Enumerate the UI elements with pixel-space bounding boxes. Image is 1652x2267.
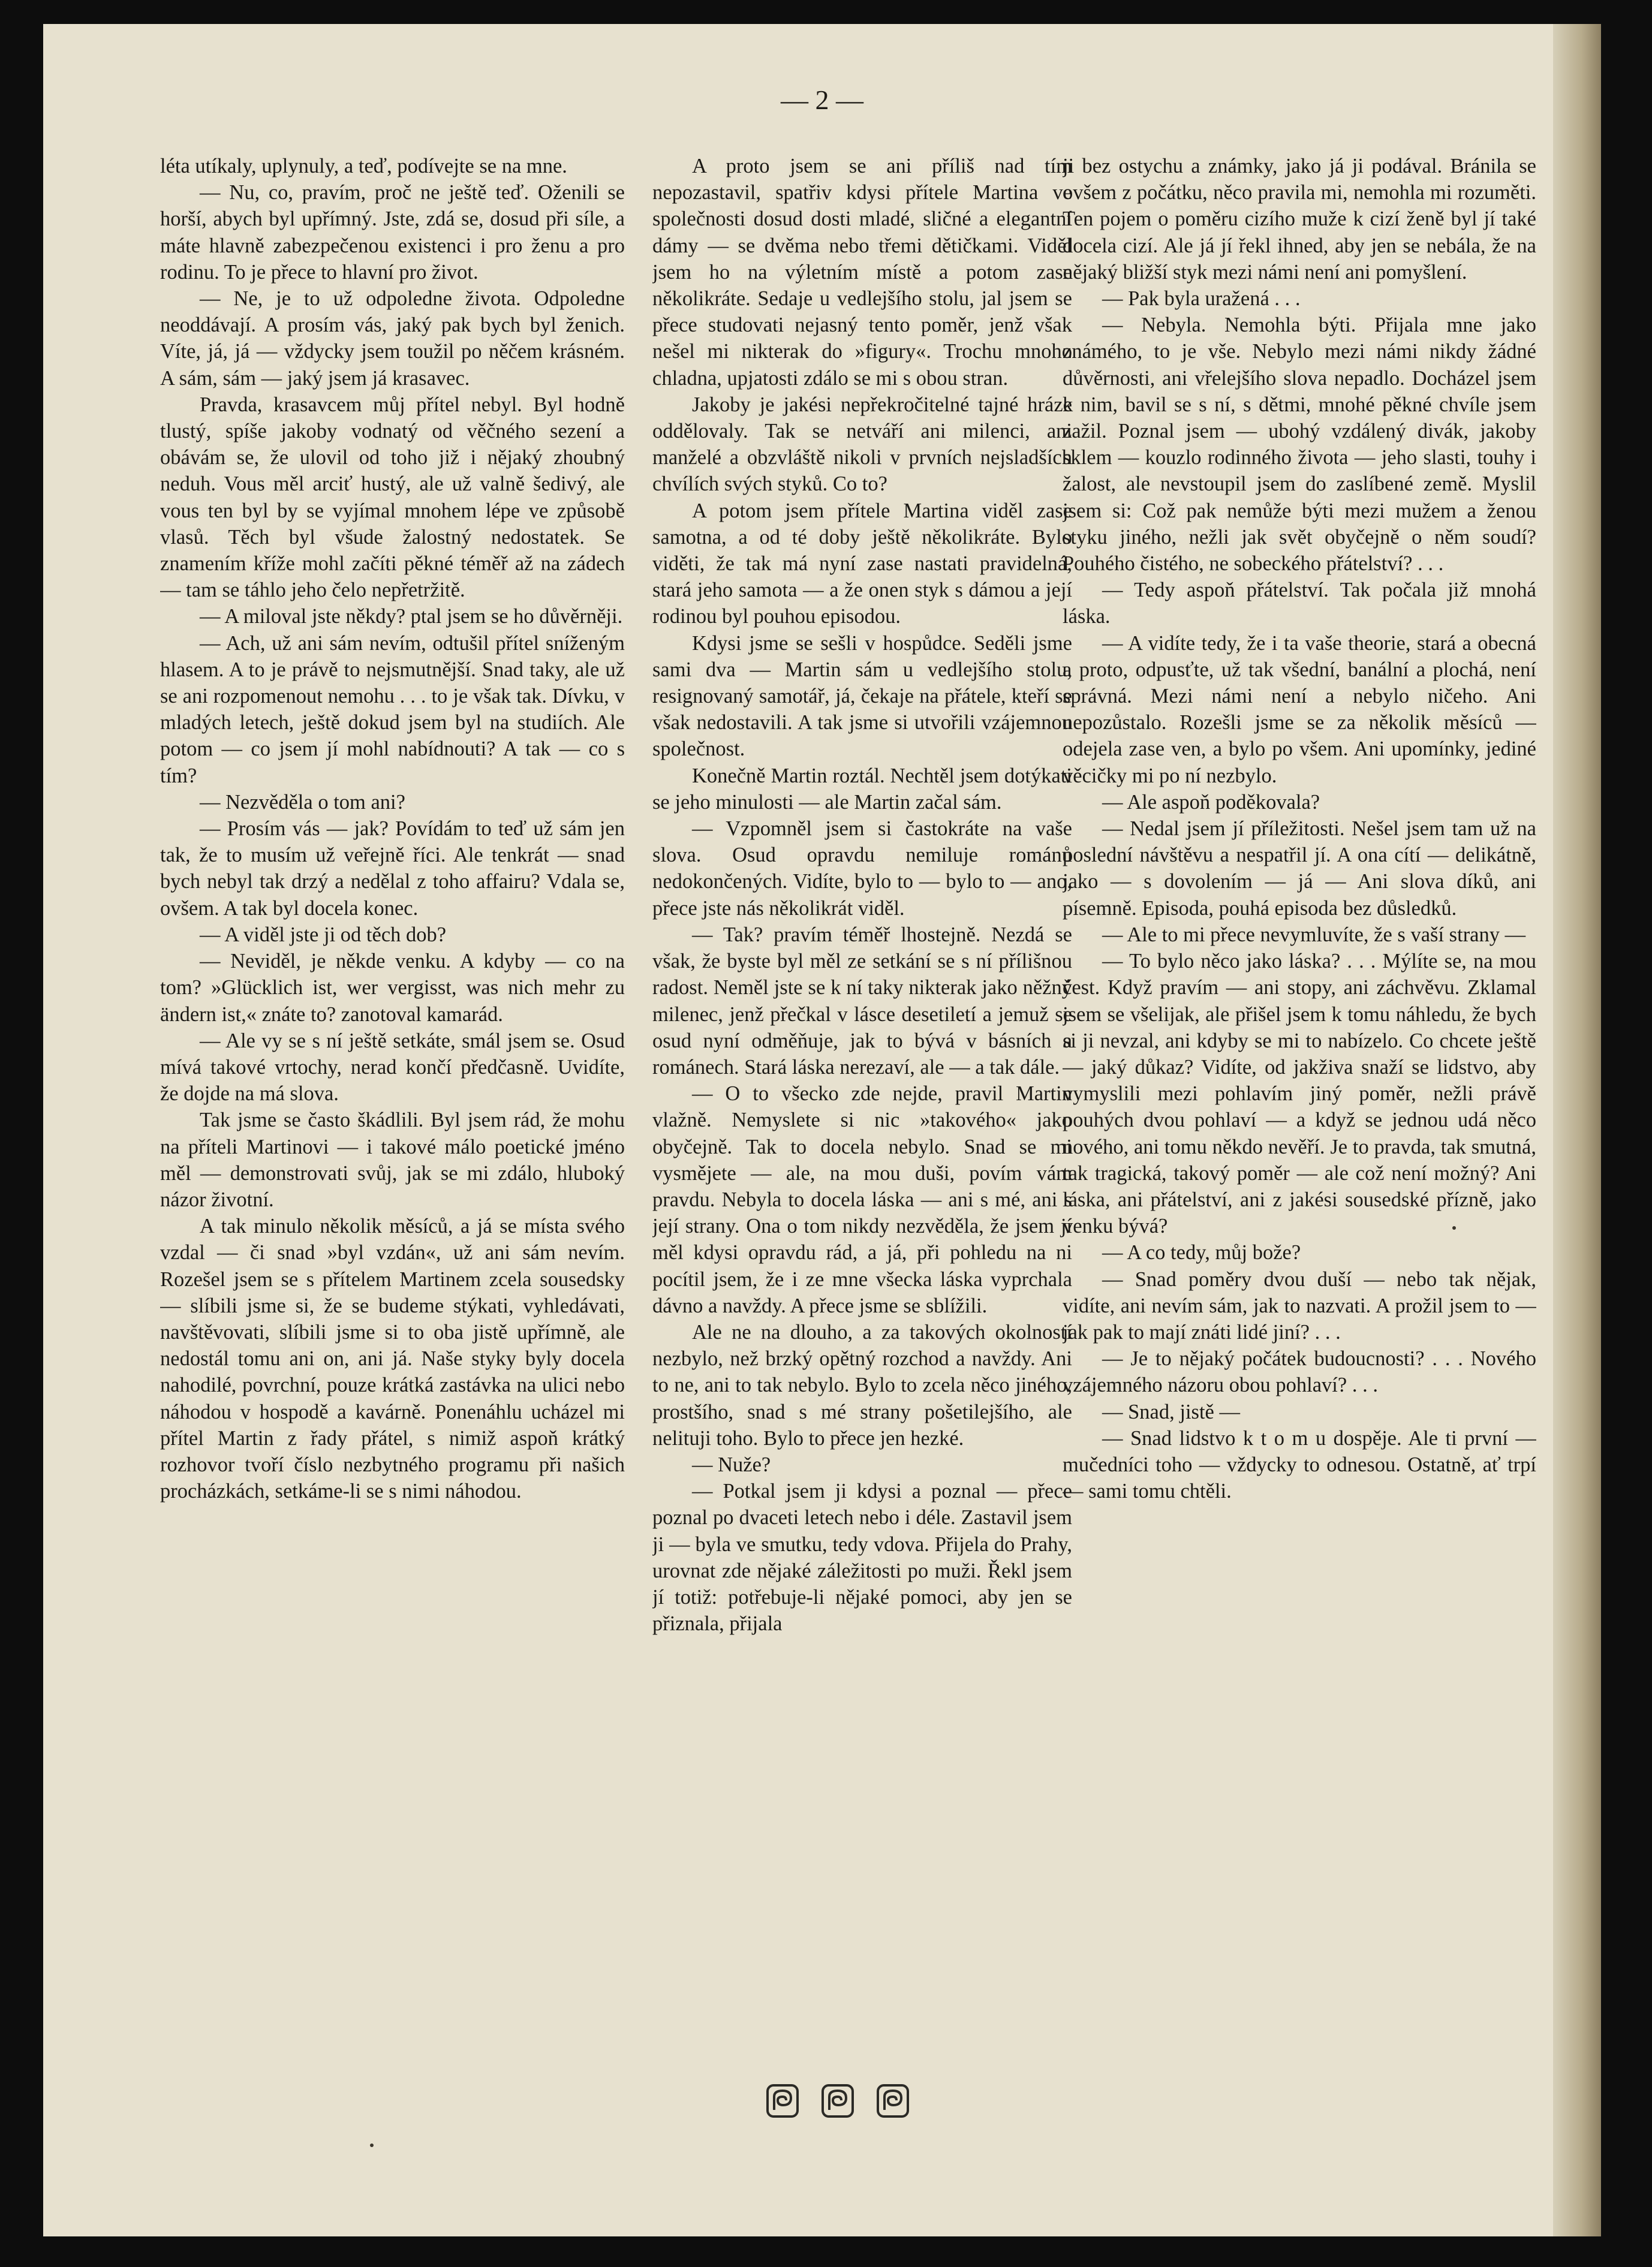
paragraph: — A vidíte tedy, že i ta vaše theorie, stará a obecná a proto, odpusťte, už tak všední, banální a plochá, není správná. Mezi námi není a nebylo ničeho. Ani nepozůstalo. Rozešli jsme se za několik měsíců — odejela zase ven, a bylo po všem. Ani upomínky, jediné věcičky mi po ní nezbylo. [1063,631,1536,787]
paragraph: Tak jsme se často škádlili. Byl jsem rád, že mohu na příteli Martinovi — i takové málo poetické jméno měl — demonstrovati svůj, jak se mi zdálo, hluboký názor životní. [160,1109,625,1211]
paragraph: — A viděl jste ji od těch dob? [200,923,447,946]
paragraph: Jakoby je jakési nepřekročitelné tajné hráze oddělovaly. Tak se netváří ani milenci, ani manželé a obzvláště nikoli v prvních nejsladších chvílích svých styků. Co to? [652,393,1072,496]
paragraph: — Nebyla. Nemohla býti. Přijala mne jako známého, to je vše. Nebylo mezi námi nikdy žádné důvěrnosti, ani vřelejšího slova nepadlo. Docházel jsem k nim, bavil se s ní, s dětmi, mnohé pěkné chvíle jsem zažil. Poznal jsem — ubohý vzdálený divák, jakoby sklem — kouzlo rodinného života — jeho slasti, touhy i žalost, ale nevstoupil jsem do zaslíbené země. Myslil jsem si: Což pak nemůže býti mezi mužem a ženou styku jiného, nežli jak svět obyčejně o něm soudí? Pouhého čistého, ne sobeckého přátelství? . . . [1063,314,1536,576]
spiral-ornament-icon [821,2084,854,2118]
paragraph: Konečně Martin roztál. Nechtěl jsem dotýkati se jeho minulosti — ale Martin začal sám. [652,764,1072,814]
paragraph: — Nedal jsem jí příležitosti. Nešel jsem tam už na poslední návštěvu a nespatřil jí. A ona cítí — delikátně, jako — s dovolením — já — Ani slova díků, ani písemně. Episoda, pouhá episoda bez důsledků. [1063,817,1536,920]
paragraph: — Nu, co, pravím, proč ne ještě teď. Oženili se horší, abych byl upřímný. Jste, zdá se, dosud při síle, a máte hlavně zabezpečenou existenci i pro ženu a pro rodinu. To je přece to hlavní pro život. [160,181,625,284]
page-number: — 2 — [781,85,863,115]
paragraph: — Nezvěděla o tom ani? [200,790,405,814]
paragraph: — Snad lidstvo k t o m u dospěje. Ale ti první — mučedníci toho — vždycky to odnesou. Ostatně, ať trpí — sami tomu chtěli. [1063,1426,1536,1503]
paragraph: — To bylo něco jako láska? . . . Mýlíte se, na mou čest. Když pravím — ani stopy, ani záchvěvu. Zklamal jsem se všelijak, ale přišel jsem k tomu náhledu, že bych si ji nevzal, ani kdyby se mi to nabízelo. Co chcete ještě — jaký důkaz? Vidíte, od jakživa snaží se lidstvo, aby vymyslili mezi pohlavím jiný poměr, nežli právě pouhých dvou pohlaví — a když se jednou udá něco nového, ani tomu někdo nevěří. Je to pravda, tak smutná, tak tragická, takový poměr — ale což není možný? Ani láska, ani přátelství, ani z jakési sousedské přízně, jako venku bývá? [1063,950,1536,1238]
paragraph: — Ale aspoň poděkovala? [1102,790,1320,814]
column-1 [160,153,625,2072]
paragraph: — Potkal jsem ji kdysi a poznal — přece poznal po dvaceti letech nebo i déle. Zastavil jsem ji — byla ve smutku, tedy vdova. Přijela do Prahy, urovnat zde nějaké záležitosti po muži. Řekl jsem jí totiž: potřebuje-li nějaké pomoci, aby jen se přiznala, přijala [652,1480,1072,1636]
paragraph: A potom jsem přítele Martina viděl zase samotna, a od té doby ještě několikráte. Bylo viděti, že tak má nyní zase nastati pravidelná, stará jeho samota — a že onen styk s dámou a její rodinou byl pouhou episodou. [652,499,1072,628]
paragraph: — Neviděl, je někde venku. A kdyby — co na tom? »Glücklich ist, wer vergisst, was nich mehr zu ändern ist,« znáte to? zanotoval kamarád. [160,950,625,1026]
paragraph: — O to všecko zde nejde, pravil Martin vlažně. Nemyslete si nic »takového« jako obyčejně. Tak to docela nebylo. Snad se mi vysmějete — ale, na mou duši, povím vám pravdu. Nebyla to docela láska — ani s mé, ani s její strany. Ona o tom nikdy nezvěděla, že jsem jí měl kdysi opravdu rád, a já, při pohledu na ni pocítil jsem, že i ze mne všecka láska vyprchala dávno a navždy. A přece jsme se sblížili. [652,1082,1072,1317]
paragraph: — Prosím vás — jak? Povídám to teď už sám jen tak, že to musím už veřejně říci. Ale tenkrát — snad bych nebyl tak drzý a nedělal z toho affairu? Vdala se, ovšem. A tak byl docela konec. [160,817,625,920]
paragraph: — A miloval jste někdy? ptal jsem se ho důvěrněji. [200,605,623,628]
paragraph: Kdysi jsme se sešli v hospůdce. Seděli jsme sami dva — Martin sám u vedlejšího stolu, resignovaný samotář, já, čekaje na přátele, kteří se však nedostavili. A tak jsme si utvořili vzájemnou společnost. [652,631,1072,761]
paragraph: A tak minulo několik měsíců, a já se místa svého vzdal — či snad »byl vzdán«, už ani sám nevím. Rozešel jsem se s přítelem Martinem zcela sousedsky — slíbili jsme si, že se budeme stýkati, vyhledávati, navštěvovati, slíbili jsme si to oba jistě upřímně, ale nedostál tomu ani on, ani já. Naše styky byly docela nahodilé, povrchní, pouze krátká zastávka na ulici nebo náhodou v hospodě a kavárně. Ponenáhlu ucházel mi přítel Martin z řady přátel, s nimiž aspoň krátký rozhovor tvoří číslo nezbytného programu při našich procházkách, setkáme-li se s nimi náhodou. [160,1215,625,1503]
paragraph: léta utíkaly, uplynuly, a teď, podívejte se na mne. [160,155,567,177]
paragraph: ji bez ostychu a známky, jako já ji podával. Bránila se ovšem z počátku, něco pravila mi, nemohla mi rozuměti. Ten pojem o poměru cizího muže k cizí ženě byl jí také docela cizí. Ale já jí řekl ihned, aby jen se nebála, že na nějaký bližší styk mezi námi není ani pomyšlení. [1063,155,1536,284]
spiral-ornament-icon [876,2084,910,2118]
column-3 [1063,153,1536,2072]
paragraph: — Tedy aspoň přátelství. Tak počala již mnohá láska. [1063,579,1536,628]
paragraph: — Ach, už ani sám nevím, odtušil přítel sníženým hlasem. A to je právě to nejsmutnější. Snad taky, ale už se ani rozpomenout nemohu . . . to je však tak. Dívku, v mladých letech, ještě dokud jsem byl na studiích. Ale potom — co jsem jí mohl nabídnouti? A tak — co s tím? [160,631,625,787]
paragraph: — Nuže? [692,1453,771,1476]
paragraph: — Ale to mi přece nevymluvíte, že s vaší strany — [1102,923,1526,946]
paragraph: Pravda, krasavcem můj přítel nebyl. Byl hodně tlustý, spíše jakoby vodnatý od věčného sezení a obávám se, že ulovil od toho již i nějaký zhoubný neduh. Vous měl arciť hustý, ale už valně šedivý, ale vous ten byl by se vyjímal mnohem lépe ve způsobě vlasů. Těch byl všude žalostný nedostatek. Se znamením kříže mohl začíti pěkné téměř až na zádech — tam se táhlo jeho čelo nepřetržitě. [160,393,625,602]
page-edge-shadow [1553,24,1601,2236]
paragraph: — Snad, jistě — [1102,1400,1240,1423]
paragraph: — Ne, je to už odpoledne života. Odpoledne neoddávají. A prosím vás, jaký pak bych byl ženich. Víte, já, já — vždycky jsem toužil po něčem krásném. A sám, sám — jaký jsem já krasavec. [160,287,625,390]
print-speck [1452,1226,1456,1230]
paragraph: — A co tedy, můj bože? [1102,1241,1301,1265]
end-ornament [766,2084,910,2137]
print-speck [370,2143,374,2147]
paragraph: — Snad poměry dvou duší — nebo tak nějak, vidíte, ani nevím sám, jak to nazvati. A prožil jsem to — jak pak to mají znáti lidé jiní? . . . [1063,1268,1536,1344]
spiral-ornament-icon [766,2084,799,2118]
paragraph: — Pak byla uražená . . . [1102,287,1301,311]
paragraph: — Je to nějaký počátek budoucnosti? . . . Nového vzájemného názoru obou pohlaví? . . . [1063,1347,1536,1397]
paragraph: A proto jsem se ani příliš nad tím nepozastavil, spatřiv kdysi přítele Martina ve společnosti dosud dosti mladé, sličné a elegantní dámy — se dvěma nebo třemi dětičkami. Viděl jsem ho na výletním místě a potom zase několikráte. Sedaje u vedlejšího stolu, jal jsem se přece studovati nejasný tento poměr, jenž však nešel mi nikterak do »figury«. Trochu mnoho chladna, upjatosti zdálo se mi s obou stran. [652,155,1072,390]
paragraph: Ale ne na dlouho, a za takových okolností nezbylo, než brzký opětný rozchod a navždy. Ani to ne, ani to tak nebylo. Bylo to zcela něco jiného, prostšího, snad s mé strany pošetilejšího, ale nelituji toho. Bylo to přece jen hezké. [652,1320,1072,1450]
paragraph: — Vzpomněl jsem si častokráte na vaše slova. Osud opravdu nemiluje románů nedokončených. Vidíte, bylo to — bylo to — ano, přece jste nás několikrát viděl. [652,817,1072,920]
paragraph: — Tak? pravím téměř lhostejně. Nezdá se však, že byste byl měl ze setkání se s ní přílišnou radost. Neměl jste se k ní taky nikterak jako něžný milenec, jenž přečkal v lásce desetiletí a jemuž se osud nyní odměňuje, jak to bývá v básních a románech. Stará láska nerezaví, ale — a tak dále. [652,923,1072,1079]
paragraph: — Ale vy se s ní ještě setkáte, smál jsem se. Osud mívá takové vrtochy, nerad končí předčasně. Uvidíte, že dojde na má slova. [160,1029,625,1106]
newspaper-page [43,24,1601,2236]
column-2 [652,153,1072,2072]
